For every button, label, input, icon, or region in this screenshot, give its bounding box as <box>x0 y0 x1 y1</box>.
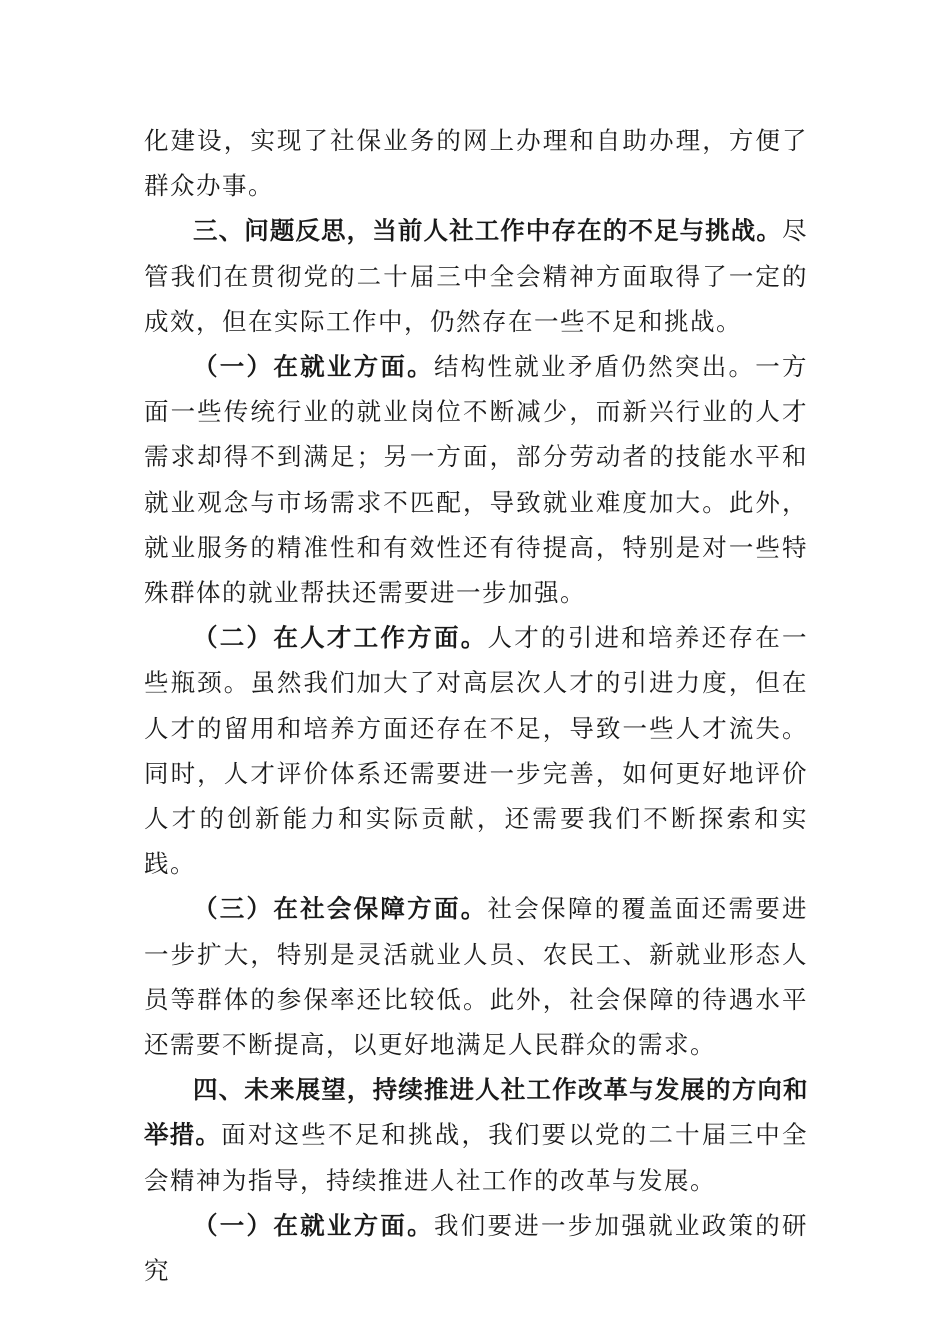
section-heading: 三、问题反思，当前人社工作中存在的不足与挑战。 <box>193 216 782 246</box>
section-heading: 四、未来展望，持续推进人社工作改革与发展的方向和举措。 <box>144 1075 808 1150</box>
paragraph-text: 尽管我们在贯彻党的二十届三中全会精神方面取得了一定的成效，但在实际工作中，仍然存在一些不足和挑战。 <box>144 216 808 336</box>
paragraph-text: 结构性就业矛盾仍然突出。一方面一些传统行业的就业岗位不断减少，而新兴行业的人才需求却得不到满足；另一方面，部分劳动者的技能水平和就业观念与市场需求不匹配，导致就业难度加大。此外，就业服务的精准性和有效性还有待提高，特别是对一些特殊群体的就业帮扶还需要进一步加强。 <box>144 352 809 608</box>
document-page <box>144 118 808 1293</box>
paragraph-text: 我们要进一步加强就业政策的研究 <box>144 1210 809 1286</box>
subsection-employment-paragraph <box>144 344 808 615</box>
subsection-heading: （二）在人才工作方面。 <box>193 623 488 653</box>
subsection-social-security-paragraph <box>144 886 808 1067</box>
subsection-heading: （一）在就业方面。 <box>193 352 434 382</box>
subsection-talent-paragraph <box>144 615 808 886</box>
subsection-heading: （一）在就业方面。 <box>193 1210 434 1240</box>
paragraph-text: 面对这些不足和挑战，我们要以党的二十届三中全会精神为指导，持续推进人社工作的改革与发展。 <box>144 1120 808 1195</box>
section-four-paragraph <box>144 1067 808 1203</box>
paragraph-continuation <box>144 118 808 208</box>
subsection-employment-future-paragraph <box>144 1203 808 1293</box>
paragraph-text: 社会保障的覆盖面还需要进一步扩大，特别是灵活就业人员、农民工、新就业形态人员等群体的参保率还比较低。此外，社会保障的待遇水平还需要不断提高，以更好地满足人民群众的需求。 <box>144 894 808 1060</box>
section-three-paragraph <box>144 208 808 344</box>
paragraph-text: 人才的引进和培养还存在一些瓶颈。虽然我们加大了对高层次人才的引进力度，但在人才的留用和培养方面还存在不足，导致一些人才流失。同时，人才评价体系还需要进一步完善，如何更好地评价人才的创新能力和实际贡献，还需要我们不断探索和实践。 <box>144 623 808 879</box>
paragraph-text: 化建设，实现了社保业务的网上办理和自助办理，方便了群众办事。 <box>144 126 808 201</box>
subsection-heading: （三）在社会保障方面。 <box>193 894 488 924</box>
